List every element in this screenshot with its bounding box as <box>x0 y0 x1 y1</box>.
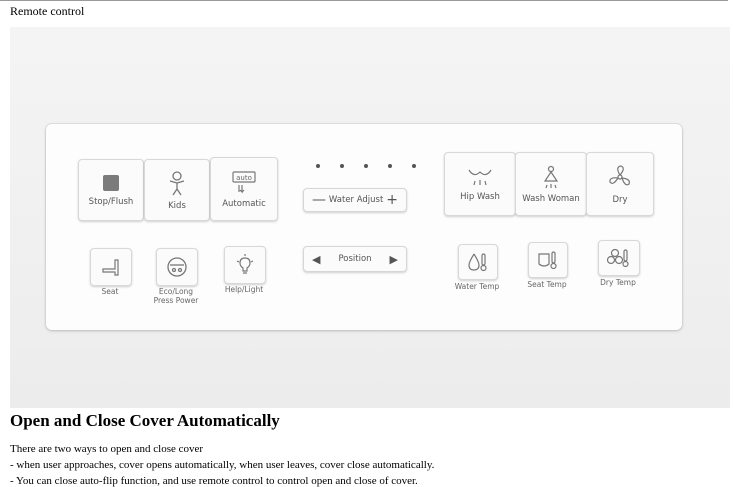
wash-woman-button[interactable] <box>515 152 587 216</box>
seat-button[interactable] <box>90 248 132 286</box>
stop-flush-label: Stop/Flush <box>88 196 134 207</box>
seat-temp-label: Seat Temp <box>527 280 567 289</box>
water-adjust-control[interactable] <box>303 188 407 212</box>
kids-label: Kids <box>168 200 186 211</box>
indicator-dot <box>412 164 416 168</box>
paragraph-line: - when user approaches, cover opens automatically, when user leaves, cover close automatically. <box>10 459 435 471</box>
wash-woman-label: Wash Woman <box>522 193 580 204</box>
indicator-dot <box>340 164 344 168</box>
indicator-dot <box>388 164 392 168</box>
auto-icon <box>231 170 257 194</box>
water-temp-label: Water Temp <box>454 282 500 291</box>
stop-flush-button[interactable] <box>78 159 144 221</box>
image-caption: Remote control <box>10 4 85 18</box>
help-light-label: Help/Light <box>224 285 264 294</box>
seat-label: Seat <box>101 287 119 296</box>
position-label: Position <box>338 254 372 264</box>
section-heading: Open and Close Cover Automatically <box>10 411 280 430</box>
eco-power-label: Eco/Long Press Power <box>153 287 199 305</box>
help-light-button[interactable] <box>224 246 266 284</box>
dry-temp-button[interactable] <box>598 240 640 276</box>
fan-icon <box>607 164 633 190</box>
eco-power-button[interactable] <box>156 248 198 286</box>
hip-wash-button[interactable] <box>444 152 516 216</box>
seat-icon <box>100 257 122 277</box>
water-adjust-label: Water Adjust <box>328 195 384 205</box>
indicator-dot <box>364 164 368 168</box>
top-divider <box>0 0 728 1</box>
eco-power-icon <box>165 255 189 279</box>
woman-wash-icon <box>539 165 563 189</box>
child-icon <box>166 170 188 196</box>
stop-square-icon <box>102 174 120 192</box>
minus-button[interactable]: — <box>312 192 326 208</box>
remote-control-photo <box>10 27 730 408</box>
dry-button[interactable] <box>586 152 654 216</box>
dry-label: Dry <box>612 194 628 205</box>
paragraph-line: - You can close auto-flip function, and use remote control to control open and close of cover. <box>10 475 418 487</box>
position-left-button[interactable]: ◀ <box>312 252 321 266</box>
seat-temp-icon <box>536 249 560 271</box>
water-temp-icon <box>466 251 490 273</box>
lightbulb-icon <box>233 253 257 277</box>
plus-button[interactable]: + <box>386 192 398 208</box>
automatic-label: Automatic <box>222 198 266 209</box>
seat-temp-button[interactable] <box>528 242 568 278</box>
hip-wash-label: Hip Wash <box>460 191 500 202</box>
water-temp-button[interactable] <box>458 244 498 280</box>
kids-button[interactable] <box>144 159 210 221</box>
svg-text:auto: auto <box>236 173 252 182</box>
remote-control-panel <box>46 124 682 330</box>
position-right-button[interactable]: ▶ <box>389 252 398 266</box>
hip-wash-icon <box>466 167 494 187</box>
paragraph-line: There are two ways to open and close cover <box>10 443 204 455</box>
dry-temp-label: Dry Temp <box>600 278 636 287</box>
dry-temp-icon <box>606 247 632 269</box>
position-control[interactable] <box>303 246 407 272</box>
indicator-dot <box>316 164 320 168</box>
automatic-button[interactable] <box>210 157 278 221</box>
